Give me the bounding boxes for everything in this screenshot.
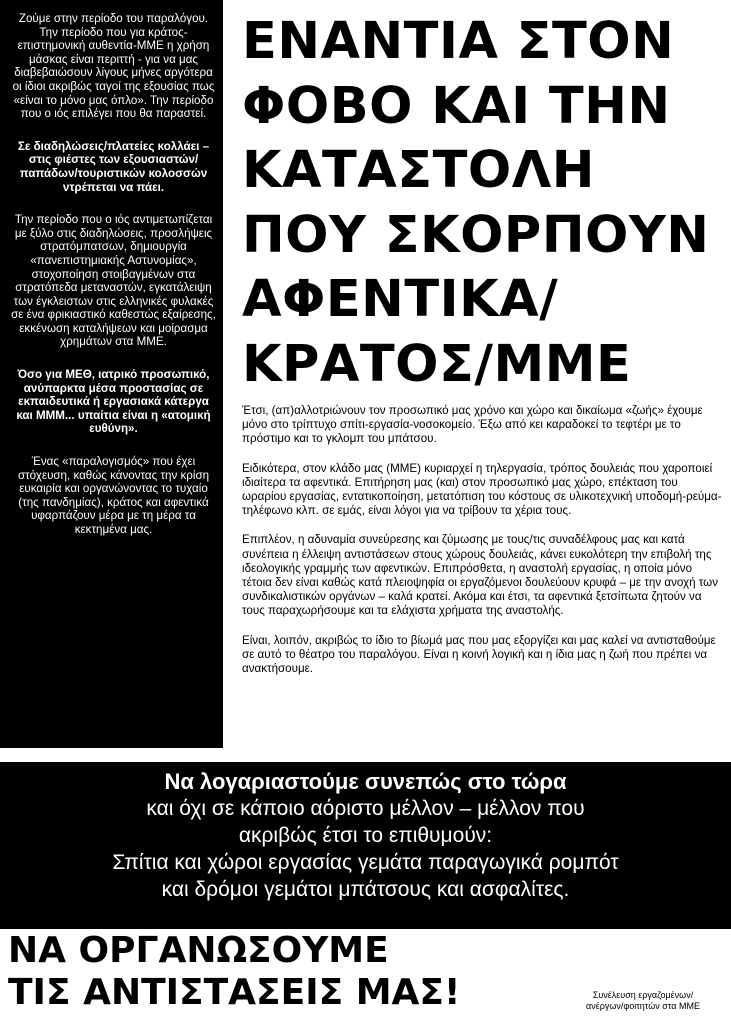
sidebar-paragraph-bold: Σε διαδηλώσεις/πλατείες κολλάει – στις φιέστες των εξουσιαστών/παπάδων/τουριστικών κολοσσών ντρέπεται να πάει. [17, 139, 210, 194]
sidebar-text-column [0, 0, 223, 748]
banner-line-bold: Να λογαριαστούμε συνεπώς στο τώρα [164, 769, 567, 794]
headline-line: ΑΦΕΝΤΙΚΑ/ [242, 270, 559, 329]
signature [560, 990, 726, 1011]
sidebar-paragraph: Την περίοδο που ο ιός αντιμετωπίζεται με ξύλο στις διαδηλώσεις, προσλήψεις στρατόμπατσων, δημιουργία «πανεπιστημιακής Αστυνομίας», στοχοποίηση στοιβαγμένων στα στρατόπεδα μεταναστών, εγκατάλειψη των έγκλειστων στις ελληνικές φυλακές σε ένα φρικιαστικό καθεστώς εξαίρεσης, εκκένωση καταλήψεων και μοίρασμα χρημάτων στα ΜΜΕ. [11, 213, 216, 349]
poster-headline [242, 10, 722, 397]
slogan-banner [0, 762, 731, 929]
body-paragraph: Ειδικότερα, στον κλάδο μας (ΜΜΕ) κυριαρχεί η τηλεργασία, τρόπος δουλειάς που χαροποιεί ιδιαίτερα τα αφεντικά. Επιτήρηση μας (και) στον προσωπικό μας χώρο, επέκταση του ωραρίου εργασίας, εντατικοποίηση, μετατόπιση του κόστους σε υλικοτεχνική υποδομή-ρεύμα-τηλέφωνο κλπ. σε εμάς, είναι λόγοι για να τρίβουν τα χέρια τους. [242, 461, 722, 518]
banner-line: και δρόμοι γεμάτοι μπάτσους και ασφαλίτες. [161, 878, 570, 901]
main-body-text [242, 404, 722, 691]
headline-line: ΠΟΥ ΣΚΟΡΠΟΥΝ [242, 205, 710, 265]
banner-line: ακριβώς έτσι το επιθυμούν: [238, 824, 493, 847]
signature-line: ανέργων/φοιτητών στα ΜΜΕ [586, 1000, 700, 1011]
headline-line: ΦΟΒΟ ΚΑΙ ΤΗΝ [242, 76, 671, 136]
headline-line: ΕΝΑΝΤΙΑ ΣΤΟΝ [242, 12, 675, 71]
body-paragraph: Είναι, λοιπόν, ακριβώς το ίδιο το βίωμά μας που μας εξοργίζει και μας καλεί να αντισταθούμε σε αυτό το θέατρο του παραλόγου. Είναι η κοινή λογική και η ίδια μας η ζωή που πρέπει να ανακτήσουμε. [242, 633, 716, 676]
headline-line: ΚΡΑΤΟΣ/ΜΜΕ [242, 334, 632, 394]
call-line: ΤΙΣ ΑΝΤΙΣΤΑΣΕΙΣ ΜΑΣ! [8, 972, 461, 1013]
sidebar-paragraph: Ένας «παραλογισμός» που έχει στόχευση, καθώς κάνοντας την κρίση ευκαιρία και οργανώνοντας το τυχαίο (της πανδημίας), κράτος και αφεντικά υφαρπάζουν μέρα με τη μέρα τα κεκτημένα μας. [17, 455, 210, 536]
call-line: ΝΑ ΟΡΓΑΝΩΣΟΥΜΕ [8, 930, 389, 971]
headline-line: ΚΑΤΑΣΤΟΛΗ [242, 141, 595, 200]
banner-line: και όχι σε κάποιο αόριστο μέλλον – μέλλον που [146, 797, 585, 820]
body-paragraph: Επιπλέον, η αδυναμία συνεύρεσης και ζύμωσης με τους/τις συναδέλφους μας και κατά συνέπεια η έλλειψη αντιστάσεων στους χώρους δουλειάς, κάνει ευκολότερη την επιβολή της ιδεολογικής γραμμής των αφεντικών. Επιπρόσθετα, η αναστολή εργασίας, η οποία μόνο τέτοια δεν είναι καθώς κατά πλειοψηφία οι εργαζόμενοι δουλεύουν κρυφά – με την ανοχή των συνδικαλιστικών οργάνων – καλά κρατεί. Ακόμα και έτσι, τα αφεντικά ξετσίπωτα ζητούν να τους παραχωρήσουμε και τα ελάχιστα χρήματα της αναστολής. [242, 533, 719, 618]
sidebar-paragraph: Ζούμε στην περίοδο του παραλόγου. Την περίοδο που για κράτος-επιστημονική αυθεντία-ΜΜΕ η χρήση μάσκας είναι περιττή - για να μας διαβεβαιώσουν λίγους μήνες αργότερα οι ίδιοι ακριβώς ταγοί της εξουσίας πως «είναι το μόνο μας όπλο». Την περίοδο που ο ιός επιλέγει που θα παραστεί. [12, 12, 215, 121]
banner-line: Σπίτια και χώροι εργασίας γεμάτα παραγωγικά ρομπότ [112, 851, 619, 874]
call-to-action [8, 930, 568, 1014]
signature-line: Συνέλευση εργαζομένων/ [592, 990, 694, 1000]
sidebar-paragraph-bold: Όσο για ΜΕΘ, ιατρικό προσωπικό, ανύπαρκτα μέσα προστασίας σε εκπαιδευτικά ή εργασιακά κάτεργα και ΜΜΜ... υπαίτια είναι η «ατομική ευθύνη». [16, 368, 211, 436]
body-paragraph: Έτσι, (απ)αλλοτριώνουν τον προσωπικό μας χρόνο και χώρο και δικαίωμα «ζωής» έχουμε μόνο στο τρίπτυχο σπίτι-εργασία-νοσοκομείο. Έξω από κει καραδοκεί το τεφτέρι με το πρόστιμο και το γκλομπ του μπάτσου. [242, 404, 703, 446]
